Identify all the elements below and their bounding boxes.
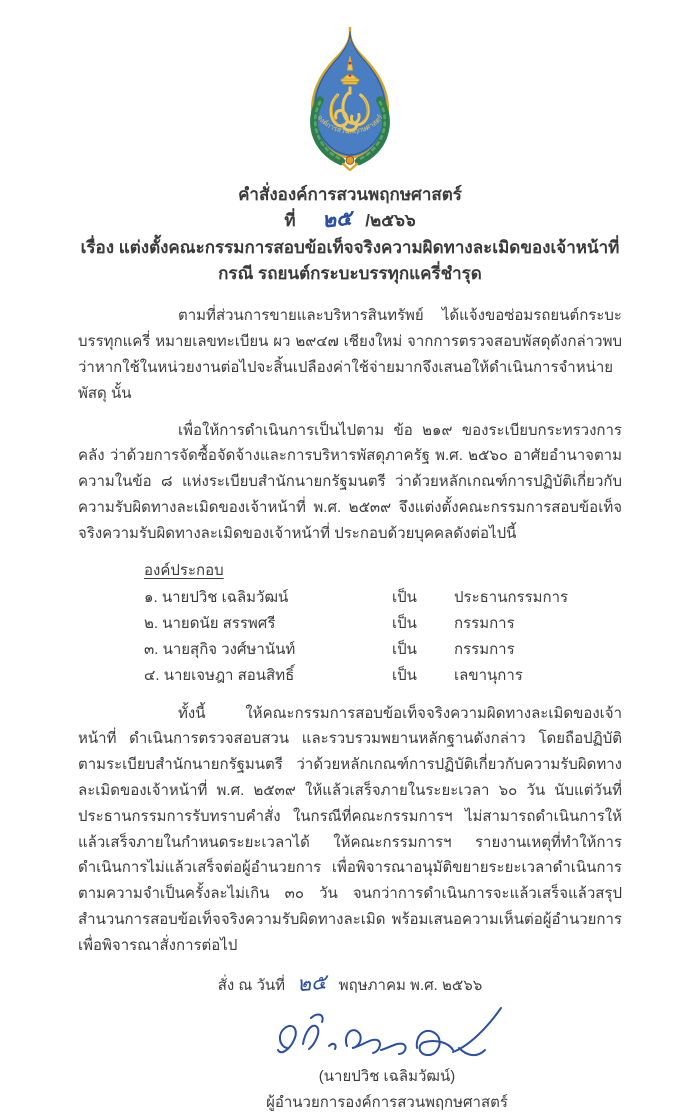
- member-name: ๑. นายปวิช เฉลิมวัฒน์: [144, 589, 289, 607]
- member-name: ๔. นายเจษฎา สอนสิทธิ์: [144, 666, 295, 684]
- order-number-line: [0, 204, 700, 234]
- document-body: [78, 303, 622, 1115]
- member-is-label: เป็น: [392, 615, 417, 633]
- committee-section: [144, 558, 622, 689]
- committee-row: [144, 663, 622, 689]
- signature-block: [222, 1002, 552, 1115]
- committee-row: [144, 611, 622, 637]
- issued-prefix: สั่ง ณ วันที่: [217, 976, 286, 994]
- member-role: กรรมการ: [454, 640, 515, 658]
- seal-finial: [343, 156, 357, 170]
- seal-org-name-text: องค์การสวนพฤกษศาสตร์: [315, 114, 385, 136]
- order-title: คำสั่งองค์การสวนพฤกษศาสตร์: [238, 185, 462, 204]
- committee-row: [144, 637, 622, 663]
- paragraph-instructions: ทั้งนี้ ให้คณะกรรมการสอบข้อเท็จจริงความผิดทางละเมิดของเจ้าหน้าที่ ดำเนินการตรวจสอบสวน และรวบรวมพยานหลักฐานดังกล่าว โดยถือปฏิบัติตามระเบียบสำนักนายกรัฐมนตรี ว่าด้วยหลักเกณฑ์การปฏิบัติเกี่ยวกับความรับผิดทางละเมิดของเจ้าหน้าที่ พ.ศ. ๒๕๓๙ ให้แล้วเสร็จภายในระยะเวลา ๖๐ วัน นับแต่วันที่ประธานกรรมการรับทราบคำสั่ง ในกรณีที่คณะกรรมการฯ ไม่สามารถดำเนินการให้แล้วเสร็จภายในกำหนดระยะเวลาได้ ให้คณะกรรมการฯ รายงานเหตุที่ทำให้การดำเนินการไม่แล้วเสร็จต่อผู้อำนวยการ เพื่อพิจารณาอนุมัติขยายระยะเวลาดำเนินการตามความจำเป็นครั้งละไม่เกิน ๓๐ วัน จนกว่าการดำเนินการจะแล้วเสร็จแล้วสรุปสำนวนการสอบข้อเท็จจริงความรับผิดทางละเมิด พร้อมเสนอความเห็นต่อผู้อำนวยการ เพื่อพิจารณาสั่งการต่อไป: [78, 704, 622, 954]
- member-name: ๒. นายดนัย สรรพศรี: [144, 615, 276, 633]
- member-role: เลขานุการ: [454, 666, 523, 684]
- member-is-label: เป็น: [392, 666, 417, 684]
- signature-icon: [267, 1002, 507, 1068]
- order-number-handwritten: ๒๕: [320, 204, 353, 233]
- issued-day-handwritten: ๒๕: [295, 969, 328, 996]
- signer-name: (นายปวิช เฉลิมวัฒน์): [318, 1068, 456, 1086]
- paragraph-authority: เพื่อให้การดำเนินการเป็นไปตาม ข้อ ๒๑๙ ของระเบียบกระทรวงการคลัง ว่าด้วยการจัดซื้อจัดจ้างและการบริหารพัสดุภาครัฐ พ.ศ. ๒๕๖๐ อาศัยอำนาจตามความในข้อ ๘ แห่งระเบียบสำนักนายกรัฐมนตรี ว่าด้วยหลักเกณฑ์การปฏิบัติเกี่ยวกับความรับผิดทางละเมิดของเจ้าหน้าที่ พ.ศ. ๒๕๓๙ จึงแต่งตั้งคณะกรรมการสอบข้อเท็จจริงความรับผิดทางละเมิดของเจ้าหน้าที่ ประกอบด้วยบุคคลดังต่อไปนี้: [78, 421, 622, 542]
- order-number-suffix: /๒๕๖๖: [365, 211, 416, 231]
- member-is-label: เป็น: [392, 640, 417, 658]
- order-case: กรณี รถยนต์กระบะบรรทุกแครี่ชำรุด: [218, 264, 482, 284]
- issued-suffix: พฤษภาคม พ.ศ. ๒๕๖๖: [338, 976, 483, 994]
- signer-title: ผู้อำนวยการองค์การสวนพฤกษศาสตร์: [266, 1093, 508, 1111]
- issued-date-line: [78, 969, 622, 999]
- member-role: กรรมการ: [454, 615, 515, 633]
- org-seal-icon: [297, 26, 403, 171]
- order-subject: เรื่อง แต่งตั้งคณะกรรมการสอบข้อเท็จจริงความผิดทางละเมิดของเจ้าหน้าที่: [80, 237, 620, 257]
- member-name: ๓. นายสุกิจ วงศ์ษานันท์: [144, 640, 296, 658]
- member-role: ประธานกรรมการ: [454, 589, 569, 607]
- heading-block: [0, 182, 700, 287]
- seal-container: [0, 0, 700, 176]
- member-is-label: เป็น: [392, 589, 417, 607]
- order-number-prefix: ที่: [284, 211, 296, 231]
- committee-heading: องค์ประกอบ: [144, 561, 224, 579]
- committee-row: [144, 585, 622, 611]
- paragraph-background: ตามที่ส่วนการขายและบริหารสินทรัพย์ ได้แจ้งขอซ่อมรถยนต์กระบะบรรทุกแครี่ หมายเลขทะเบียน ผว ๒๙๔๗ เชียงใหม่ จากการตรวจสอบพัสดุดังกล่าวพบว่าหากใช้ในหน่วยงานต่อไปจะสิ้นเปลืองค่าใช้จ่ายมากจึงเสนอให้ดำเนินการจำหน่ายพัสดุ นั้น: [78, 307, 622, 402]
